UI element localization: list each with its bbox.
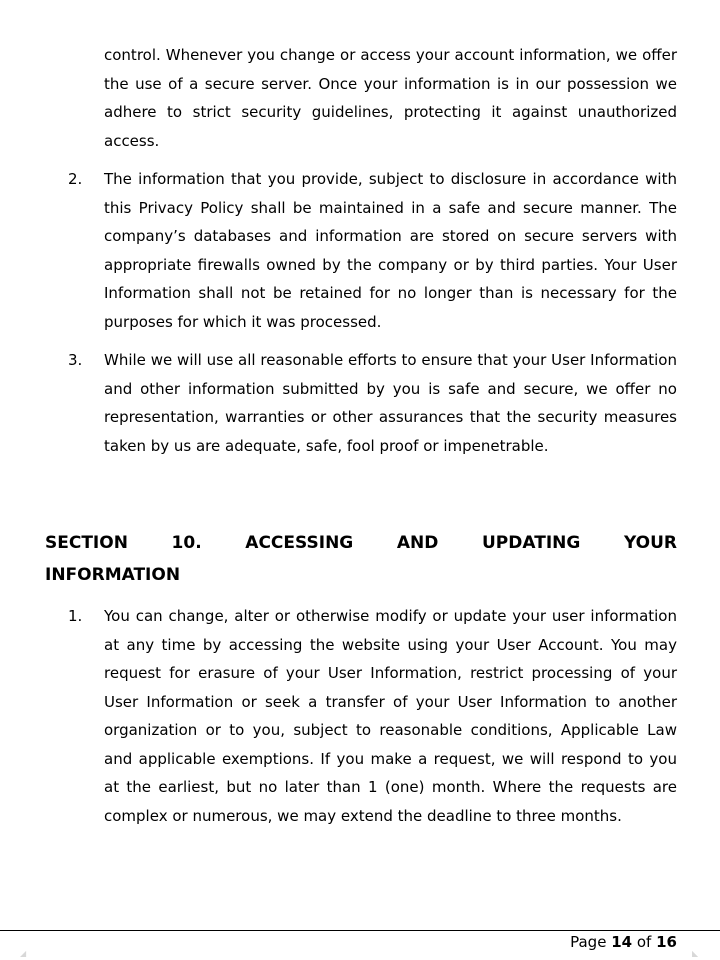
list-item-text: You can change, alter or otherwise modify or update your user information at any time by accessing the website using your User Account. You may request for erasure of your User Information, restrict processing of your User Information or seek a transfer of your User Information to another organization or to you, subject to reasonable conditions, Applicable Law and applicable exemptions. If you make a request, we will respond to you at the earliest, but no later than 1 (one) month. Where the requests are complex or numerous, we may extend the deadline to three months. <box>104 607 677 825</box>
section-heading-line2: INFORMATION <box>45 565 181 585</box>
list-item-text: While we will use all reasonable efforts to ensure that your User Information and other information submitted by you is safe and secure, we offer no representation, warranties or other assurances that the security measures taken by us are adequate, safe, fool proof or impenetrable. <box>104 351 677 455</box>
list-item-number: 2. <box>68 170 83 188</box>
section-heading-line1: SECTION 10. ACCESSING AND UPDATING YOUR <box>45 533 677 553</box>
section9-list <box>0 165 720 470</box>
corner-mark-right-icon: ◣ <box>692 949 699 958</box>
page-label: Page <box>570 933 607 951</box>
continued-paragraph: control. Whenever you change or access your account information, we offer the use of a secure server. Once your information is in our possession we adhere to strict security guidelines, protecting it against unauthorized access. <box>104 46 677 150</box>
list-item <box>0 602 720 830</box>
total-pages-number: 16 <box>656 933 677 951</box>
list-item-text: The information that you provide, subject to disclosure in accordance with this Privacy Policy shall be maintained in a safe and secure manner. The company’s databases and information are stored on secure servers with appropriate firewalls owned by the company or by third parties. Your User Information shall not be retained for no longer than is necessary for the purposes for which it was processed. <box>104 170 677 331</box>
list-item-number: 3. <box>68 351 83 369</box>
of-label: of <box>636 933 652 951</box>
section-heading <box>45 527 677 591</box>
list-item <box>0 165 720 336</box>
section10-list <box>0 602 720 840</box>
current-page-number: 14 <box>611 933 633 951</box>
page-footer <box>570 931 677 953</box>
list-item <box>0 346 720 460</box>
list-item-number: 1. <box>68 607 83 625</box>
corner-mark-left-icon: ◢ <box>20 949 27 958</box>
